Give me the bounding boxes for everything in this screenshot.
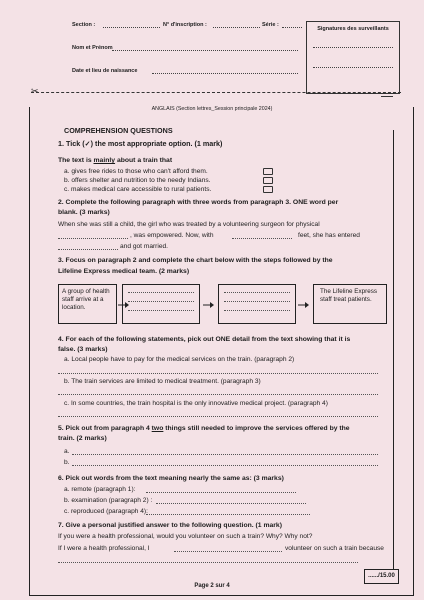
divider: [381, 96, 393, 97]
q2-line-2a: , was empowered. Now, with: [130, 232, 214, 239]
q5-title: 5. Pick out from paragraph 4 two things still needed to improve the services offered by the: [58, 425, 350, 432]
q2-line-3: and got married.: [120, 243, 169, 250]
margin-line: [393, 130, 394, 570]
q2-blank-2[interactable]: [232, 238, 292, 239]
q4-item-c: c. In some countries, the train hospital is the only innovative medical project. (paragraph 4): [64, 400, 328, 407]
q1-checkbox-c[interactable]: [263, 186, 273, 193]
page-number: Page 2 sur 4: [194, 583, 230, 589]
q6-answer-b[interactable]: [156, 503, 306, 504]
q5-title-2: train. (2 marks): [58, 435, 107, 442]
q1-option-c: c. makes medical care accessible to rural patients.: [64, 186, 212, 193]
q2-line-2b: feet, she has entered: [298, 232, 360, 239]
q7-blank[interactable]: [174, 551, 282, 552]
q6-answer-c[interactable]: [146, 514, 310, 515]
q4-item-b: b. The train services are limited to medical treatment. (paragraph 3): [64, 378, 261, 385]
q4-answer-c[interactable]: [58, 416, 378, 417]
section-title: COMPREHENSION QUESTIONS: [64, 126, 173, 135]
q7-line-1: If you were a health professional, would you volunteer on such a train? Why? Why not?: [58, 533, 313, 540]
q5-label-a: a.: [64, 448, 70, 455]
q2-blank-1[interactable]: [58, 238, 128, 239]
chart-box-last: The Lifeline Express staff treat patients.: [313, 284, 387, 324]
name-field[interactable]: [112, 45, 298, 51]
q4-answer-b[interactable]: [58, 394, 378, 395]
scissors-icon: ✂: [31, 86, 39, 96]
serie-label: Série :: [262, 22, 279, 28]
q4-item-a: a. Local people have to pay for the medical services on the train. (paragraph 2): [64, 356, 295, 363]
section-label: Section :: [72, 22, 96, 28]
chart-box-2[interactable]: [122, 284, 200, 324]
q2-title-2: blank. (3 marks): [58, 209, 110, 216]
q1-stem: The text is mainly about a train that: [58, 157, 173, 164]
cut-line: [31, 92, 401, 93]
q1-checkbox-a[interactable]: [263, 168, 273, 175]
q3-title-2: Lifeline Express medical team. (2 marks): [58, 268, 190, 275]
q6-item-c: c. reproduced (paragraph 4):: [64, 508, 148, 515]
q6-item-a: a. remote (paragraph 1):: [64, 486, 136, 493]
q1-checkbox-b[interactable]: [263, 177, 273, 184]
q4-answer-a[interactable]: [58, 373, 378, 374]
q6-title: 6. Pick out words from the text meaning nearly the same as: (3 marks): [58, 475, 284, 482]
q5-answer-b[interactable]: [72, 465, 378, 466]
signatures-title: Signatures des surveillants: [317, 26, 389, 32]
q1-option-a: a. gives free rides to those who can't afford them.: [64, 168, 208, 175]
q2-title: 2. Complete the following paragraph with three words from paragraph 3. ONE word per: [58, 199, 339, 206]
arrow-icon: [203, 296, 214, 314]
birth-field[interactable]: [152, 68, 298, 74]
q7-line-2a: If I were a health professional, I: [58, 545, 150, 552]
chart-box-3[interactable]: [218, 284, 296, 324]
q1-option-b: b. offers shelter and nutrition to the needy Indians.: [64, 177, 211, 184]
arrow-icon: [298, 296, 309, 314]
serie-field[interactable]: [282, 22, 302, 28]
chart-box-first: A group of health staff arrive at a location.: [58, 284, 117, 324]
q7-title: 7. Give a personal justified answer to the following question. (1 mark): [58, 522, 282, 529]
q5-label-b: b.: [64, 459, 70, 466]
signature-line: [313, 67, 393, 68]
q4-title-2: false. (3 marks): [58, 346, 108, 353]
section-field[interactable]: [103, 22, 160, 28]
signatures-box: [306, 21, 400, 94]
q2-line-1: When she was still a child, the girl who was treated by a volunteering surgeon for physical: [58, 221, 320, 228]
name-label: Nom et Prénom: [72, 45, 113, 51]
q1-title: 1. Tick (✓) the most appropriate option. (1 mark): [58, 139, 223, 148]
q3-title: 3. Focus on paragraph 2 and complete the chart below with the steps followed by the: [58, 257, 333, 264]
q6-answer-a[interactable]: [146, 492, 296, 493]
q5-answer-a[interactable]: [72, 454, 378, 455]
score-box: ....../15.00: [364, 569, 399, 584]
birth-label: Date et lieu de naissance: [72, 68, 138, 74]
inscription-field[interactable]: [213, 22, 260, 28]
q7-answer-line[interactable]: [58, 562, 358, 563]
q2-blank-3[interactable]: [58, 249, 118, 250]
inscription-label: N° d'inscription :: [163, 22, 207, 28]
q4-title: 4. For each of the following statements, pick out ONE detail from the text showing that it is: [58, 336, 351, 343]
signature-line: [313, 47, 393, 48]
q6-item-b: b. examination (paragraph 2) :: [64, 497, 153, 504]
q7-line-2b: volunteer on such a train because: [285, 545, 384, 552]
exam-title: ANGLAIS (Section lettres_Session principale 2024): [151, 106, 273, 112]
